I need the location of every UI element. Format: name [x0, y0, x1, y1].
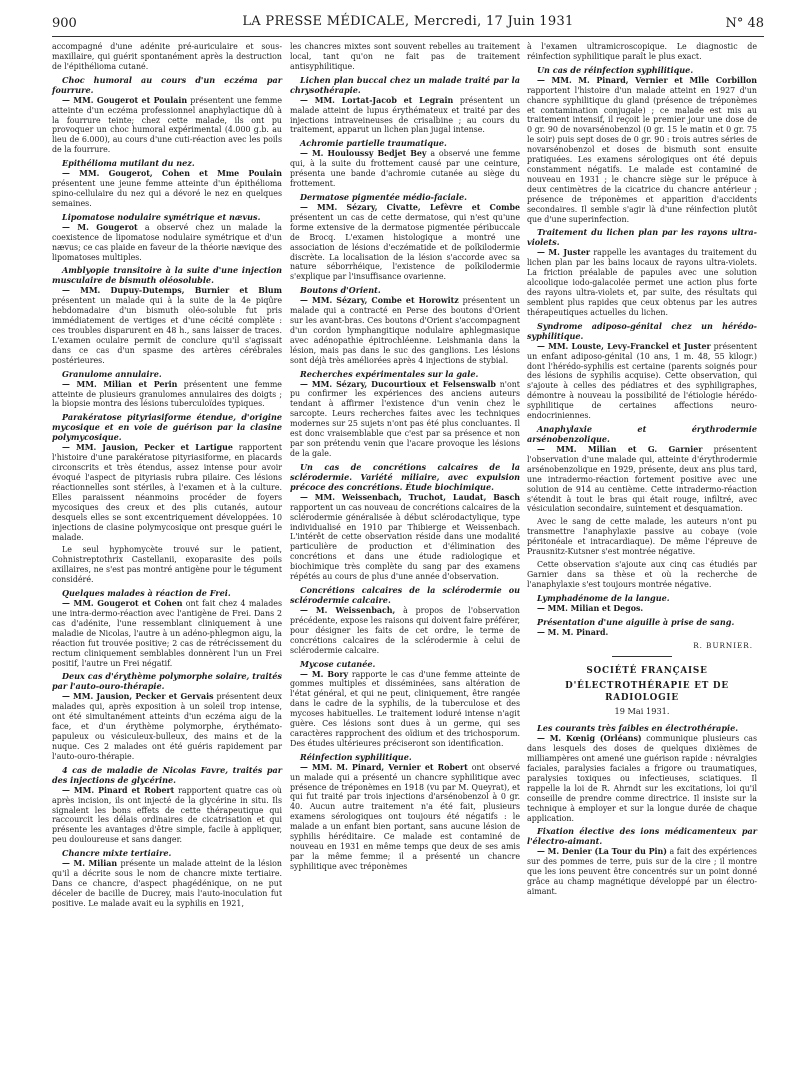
header-rule — [52, 36, 764, 37]
article-title: Mycose cutanée. — [300, 658, 376, 669]
article-title: Traitement du lichen plan par les rayons ultra-violets. — [527, 227, 757, 248]
article-paragraph — [52, 380, 282, 410]
article-authors: — MM. Gougerot et Poulain — [62, 95, 188, 105]
section-divider — [612, 656, 672, 657]
article-body: rapportent quatre cas où après incision, ils ont injecté de la glycérine in situ. Ils signalent les bons effets de cette thérapeutique qui raccourcit les délais ordinaires de cicatrisation et qui présente les avantages d'être simple, facile à appliquer, peu douloureuse et sans danger. — [52, 785, 282, 845]
article-title: 4 cas de maladie de Nicolas Favre, traités par des injections de glycérine. — [52, 764, 282, 785]
column-2-intro: les chancres mixtes sont souvent rebelles au traitement local, tant qu'on ne fait pas de traitement antisyphilitique. — [290, 42, 520, 71]
article-title: Anaphylaxie et érythrodermie arsénobenzolique. — [527, 424, 757, 444]
article-paragraph — [52, 443, 282, 542]
article-authors: — MM. M. Pinard, Vernier et Robert — [300, 762, 468, 772]
article-paragraph — [52, 859, 282, 909]
article-title: Lipomatose nodulaire symétrique et nævus. — [62, 211, 261, 222]
article-paragraph — [527, 342, 757, 421]
article-body: Cette observation s'ajoute aux cinq cas étudiés par Garnier dans sa thèse et où la recherche de l'anaphylaxie s'est toujours montrée négative. — [527, 559, 757, 589]
article-body: communique plusieurs cas dans lesquels des doses de quelques dixièmes de milliampères ont amené une guérison rapide : névralgies faciales, paralysies faciales a frigore ou traumatiques, paralysies toxiques ou infectieuses, sciatiques. Il rappelle la loi de R. Ahrndt sur les excitations, loi qu'il conseille de prendre comme directrice. Il insiste sur la technique à employer et sur la longue durée de chaque application. — [527, 734, 757, 823]
article-authors: — M. Weissenbach, — [300, 605, 396, 615]
article-title: Un cas de réinfection syphilitique. — [537, 64, 694, 75]
article-title: Deux cas d'érythème polymorphe solaire, traités par l'auto-ouro-thérapie. — [52, 671, 282, 692]
article-body: présentent une femme atteinte de plusieurs granulomes annulaires des doigts ; la biopsie montra des lésions tuberculoïdes typiques. — [52, 379, 282, 409]
article-paragraph — [290, 380, 520, 459]
article-title: Dermatose pigmentée médio-faciale. — [300, 191, 467, 202]
article-paragraph — [52, 96, 282, 155]
society-name-line2: D'ÉLECTROTHÉRAPIE ET DE RADIOLOGIE — [565, 681, 729, 704]
article-paragraph — [290, 493, 520, 582]
journal-title: LA PRESSE MÉDICALE, Mercredi, 17 Juin 1931 — [242, 14, 574, 29]
article-authors: — MM. Jausion, Pecker et Lartigue — [62, 443, 233, 453]
article-authors: — M. Bory — [300, 669, 349, 679]
article-title: Chancre mixte tertiaire. — [62, 848, 172, 859]
article-body: présentent un malade qui à la suite de la 4e piqûre hebdomadaire d'un bismuth oléo-soluble fut pris immédiatement de vertiges et d'une cécité complète : ces troubles disparurent en 48 h., sans laisser de traces. L'examen oculaire permit de conclure qu'il s'agissait dans ce cas d'un spasme des artères cérébrales postérieures. — [52, 296, 282, 365]
article-body: rapportent l'histoire d'une parakératose pityriasiforme, en placards circonscrits et très étendus, assez intense pour avoir évoqué l'aspect de pityriasis rubra pilaire. Ces lésions réactionnelles sont stériles, à l'examen et à la culture. Elles paraissent néanmoins procéder de foyers mycosiques des creux et des plis cutanés, autour desquels elles se sont excentriquement développées. 10 injections de clasine polymycosique ont presque guéri le malade. — [52, 443, 282, 542]
article-paragraph — [527, 847, 757, 897]
article-body: présentent un malade atteint de lupus érythémateux et traité par des injections intraveineuses de crisalbine ; au cours du traitement, apparut un lichen plan jugal intense. — [290, 95, 520, 135]
article-authors: — MM. Gougerot, Cohen et Mme Poulain — [62, 169, 282, 179]
article-authors: — M. Gougerot — [62, 222, 138, 232]
article-body: présentent l'observation d'une malade qui, atteinte d'érythrodermie arsénobenzolique en 1929, présente, deux ans plus tard, une intradermo-réaction fortement positive avec une solution de 914 au centième. Cette intradermo-réaction s'étendit à tout le bras qui était rouge, infiltré, avec vésiculation secondaire, suintement et desquamation. — [527, 445, 757, 514]
column-3 — [527, 42, 757, 900]
article-body: ont observé un malade qui a présenté un chancre syphilitique avec présence de tréponèmes en 1918 (vu par M. Queyrat), et qui fut traité par trois injections d'arsénobenzol à 0 gr. 40. Aucun autre traitement n'a été fait, plusieurs examens sérologiques ont toujours été négatifs : le malade a un enfant bien portant, sans aucune lésion de syphilis héréditaire. Ce malade est contaminé de nouveau en 1931 en même temps que deux de ses amis par la même femme; il a présenté un chancre syphilitique avec tréponèmes — [290, 762, 521, 871]
article-authors: — MM. M. Pinard, Vernier et Mlle Corbillon — [537, 75, 757, 85]
article-authors: — MM. Gougerot et Cohen — [62, 599, 183, 609]
page-number: 900 — [52, 16, 77, 31]
article-paragraph — [527, 560, 757, 590]
article-body: a observé une femme qui, à la suite du frottement causé par une ceinture, présenta une bande d'achromie cutanée au siège du frottement. — [290, 149, 520, 189]
article-paragraph — [290, 96, 520, 136]
article-paragraph — [52, 223, 282, 263]
article-paragraph — [290, 296, 520, 365]
article-authors: — MM. Weissenbach, Truchot, Laudat, Basch — [300, 492, 520, 502]
article-authors: — MM. Sézary, Combe et Horowitz — [300, 296, 459, 306]
article-paragraph — [52, 692, 282, 761]
article-paragraph — [52, 545, 282, 585]
article-paragraph — [290, 149, 520, 189]
article-authors: — MM. Sézary, Civatte, Lefèvre et Combe — [300, 202, 520, 212]
article-authors: — M. Houloussy Bedjet Bey — [300, 149, 427, 159]
article-title: Concrétions calcaires de la sclérodermie ou sclérodermie calcaire. — [290, 584, 520, 605]
article-paragraph — [52, 599, 282, 668]
article-body: a observé chez un malade la coexistence de lipomatose nodulaire symétrique et d'un nævus; ce cas plaide en faveur de la théorie nævique des lipomatoses multiples. — [52, 222, 282, 262]
article-authors: — MM. Sézary, Ducourtioux et Felsenswalb — [300, 379, 496, 389]
article-paragraph — [527, 248, 757, 317]
article-authors: — MM. Pinard et Robert — [62, 785, 175, 795]
article-paragraph — [527, 76, 757, 225]
article-body: présentent une femme atteinte d'un eczéma professionnel anaphylactique dû à la fourrure teinte; chez cette malade, ils ont pu provoquer un choc humoral expérimental (4.000 g.b. au lieu de 6.000), au cours d'une cuti-réaction avec les poils de la fourrure. — [52, 95, 282, 155]
article-title: Achromie partielle traumatique. — [300, 138, 447, 149]
article-paragraph — [52, 786, 282, 845]
column-1-intro: accompagné d'une adénite pré-auriculaire et sous-maxillaire, qui guérit spontanément après la destruction de l'épithélioma cutané. — [52, 42, 282, 71]
article-paragraph — [290, 763, 520, 872]
article-authors: — MM. Louste, Levy-Franckel et Juster — [537, 341, 711, 351]
page-header — [52, 14, 764, 36]
article-body: rapporte le cas d'une femme atteinte de gommes multiples et disséminées, sans altération de l'état général, et qui ne peut, cliniquement, être rangée dans le cadre de la syphilis, de la tuberculose et des mycoses habituelles. Le traitement ioduré intense n'agit guère. Ces lésions sont dues à un germe, qui ses caractères rapprochent des oïdium et des trichosporum. Des études ultérieures préciseront son identification. — [290, 669, 520, 748]
article-body: n'ont pu confirmer les expériences des anciens auteurs tendant à affirmer l'existence d'un venin chez le sarcopte. Leurs recherches faites avec les techniques modernes sur 25 sujets n'ont pas été plus concluantes. Il est donc vraisemblable que c'est par sa présence et non par son prétendu venin que l'acare provoque les lésions de la gale. — [290, 379, 520, 458]
article-authors: — MM. Jausion, Pecker et Gervais — [62, 692, 214, 702]
session-date: 19 Mai 1931. — [614, 706, 670, 717]
article-paragraph — [527, 604, 757, 614]
article-title: Les courants très faibles en électrothérapie. — [537, 723, 739, 734]
issue-number: N° 48 — [725, 16, 764, 31]
article-authors: — M. Kœnig (Orléans) — [537, 734, 642, 744]
article-body: à propos de l'observation précédente, expose les raisons qui doivent faire préférer, pour désigner les faits de cet ordre, le terme de concrétions calcaires de la sclérodermie à celui de sclérodermie calcaire. — [290, 605, 520, 655]
article-body: rapportent un cas nouveau de concrétions calcaires de la sclérodermie généralisée à début sclérodactylique, type individualisé en 1910 par Thibierge et Weissenbach. L'intérêt de cette observation réside dans une modalité particulière de production et d'élimination des concrétions et dans une étude radiologique et biochimique très complète du sang par des examens répétés au cours de plus d'une année d'observation. — [290, 502, 520, 582]
article-authors: — MM. Milian et Degos. — [537, 603, 644, 613]
article-authors: — M. M. Pinard. — [537, 627, 609, 637]
column-1 — [52, 42, 282, 912]
article-title: Présentation d'une aiguille à prise de sang. — [537, 616, 735, 627]
article-body: présentent un malade qui a contracté en Perse des boutons d'Orient sur les avant-bras. Ces boutons d'Orient s'accompagnent d'un cordon lymphangitique nodulaire aphlegmasique avec adénopathie épitrochléenne. Leishmania dans la lésion, mais pas dans le suc des ganglions. Les lésions sont déjà très améliorées après 4 injections de stybial. — [290, 296, 520, 365]
report-signature: R. BURNIER. — [693, 640, 753, 650]
column-2 — [290, 42, 520, 875]
article-body: a fait des expériences sur des pommes de terre, puis sur de la cire ; il montre que les ions peuvent être concentrés sur un point donné grâce au champ magnétique développé par un électro-aimant. — [527, 847, 757, 897]
article-title: Parakératose pityriasiforme étendue, d'origine mycosique et en voie de guérison par la clasine polymycosique. — [52, 412, 282, 443]
article-paragraph — [52, 169, 282, 209]
article-body: présentent une jeune femme atteinte d'un épithélioma spino-cellulaire du nez qui a dévoré le nez en quelques semaines. — [52, 179, 282, 208]
article-authors: — MM. Lortat-Jacob et Legrain — [300, 95, 454, 105]
article-title: Choc humoral au cours d'un eczéma par fourrure. — [52, 74, 282, 95]
article-authors: — MM. Dupuy-Dutemps, Burnier et Blum — [62, 286, 282, 296]
article-title: Recherches expérimentales sur la gale. — [300, 368, 479, 379]
article-authors: — M. Denier (La Tour du Pin) — [537, 847, 667, 857]
article-body: présentent un enfant adiposo-génital (10 ans, 1 m. 48, 55 kilogr.) dont l'hérédo-syphilis est certaine (parents soignés pour des lésions de syphilis acquise). Cette observation, qui s'ajoute à celles des pédiatres et des syphiligraphes, démontre à nouveau la possibilité de l'étiologie hérédo-syphilitique de certaines affections neuro-endocriniennes. — [527, 341, 758, 421]
society-name-line1: SOCIÉTÉ FRANÇAISE — [586, 666, 708, 677]
article-body: rapportent l'histoire d'un malade atteint en 1927 d'un chancre syphilitique du gland (présence de tréponèmes et contamination conjugale) ; ce malade est mis au traitement intensif, il reçoit le premier jour une dose de 0 gr. 90 de novarsénobenzol (0 gr. 15 le matin et 0 gr. 75 le soir) puis sept doses de 0 gr. 90 : trois autres séries de novarsénobenzol et doses de bismuth sont ensuite pratiquées. Les examens sérologiques ont été depuis constamment négatifs. Le malade est contaminé de nouveau en 1931 ; le chancre siège sur le prépuce à deux centimètres de la cicatrice du chancre antérieur ; présence de tréponèmes et apparition d'accidents secondaires. Il semble s'agir là d'une réinfection plutôt que d'une superinfection. — [527, 85, 757, 224]
article-paragraph — [527, 445, 757, 514]
article-body: présentent un cas de cette dermatose, qui n'est qu'une forme extensive de la dermatose pigmentée péribuccale de Brocq. L'examen histologique a montré une association de lésions d'eczématide et de poïkilodermie discrète. La localisation de la lésion s'accorde avec sa nature séborrhéique, l'existence de poïkilodermie s'explique par l'insuffisance ovarienne. — [290, 212, 520, 282]
article-title: Quelques malades à réaction de Frei. — [62, 588, 231, 599]
article-paragraph — [527, 734, 757, 823]
article-title: Lichen plan buccal chez un malade traité par la chrysothérapie. — [290, 74, 520, 95]
article-paragraph — [52, 286, 282, 365]
article-paragraph — [290, 670, 520, 749]
article-body: Avec le sang de cette malade, les auteurs n'ont pu transmettre l'anaphylaxie passive au cobaye (voie péritonéale et intracardiaque). De même l'épreuve de Prausnitz-Kutsner s'est montrée négative. — [527, 517, 757, 557]
article-body: présente un malade atteint de la lésion qu'il a décrite sous le nom de chancre mixte tertiaire. Dans ce chancre, d'aspect phagédénique, on ne put déceler de bacille de Ducrey, mais l'auto-inoculation fut positive. Le malade avait eu la syphilis en 1921, — [52, 859, 282, 908]
article-title: Boutons d'Orient. — [300, 285, 381, 296]
article-body: ont fait chez 4 malades une intra-dermo-réaction avec l'antigène de Frei. Dans 2 cas d'adénite, l'une ressemblant cliniquement à une maladie de Nicolas, l'autre à un adéno-phlegmon aigu, la réaction fut trouvée positive; 2 cas de rétrécissement du rectum cliniquement semblables donnèrent l'un un Frei positif, l'autre un Frei négatif. — [52, 599, 282, 668]
column-3-items-2 — [527, 723, 757, 897]
article-title: Granulome annulaire. — [62, 368, 162, 379]
article-title: Lymphadénome de la langue. — [537, 592, 670, 603]
article-title: Fixation élective des ions médicamenteux par l'électro-aimant. — [527, 826, 757, 847]
article-body: Le seul hyphomycète trouvé sur le patient, Cohnistreptothrix Castellanii, exoparasite des poils axillaires, ne s'est pas montré antigène pour le tégument considéré. — [52, 545, 282, 585]
article-body: rappelle les avantages du traitement du lichen plan par les bains locaux de rayons ultra-violets. La friction préalable de papules avec une solution alcoolique iodo-galacolée permet une action plus forte des rayons ultra-violets et, par suite, des résultats qui semblent plus rapides que ceux obtenus par les autres thérapeutiques actuelles du lichen. — [527, 248, 757, 317]
article-authors: — M. Juster — [537, 248, 591, 258]
column-3-intro: à l'examen ultramicroscopique. Le diagnostic de réinfection syphilitique paraît le plus exact. — [527, 42, 757, 61]
article-authors: — MM. Milian et G. Garnier — [537, 445, 703, 454]
article-title: Amblyopie transitoire à la suite d'une injection musculaire de bismuth oléosoluble. — [52, 265, 282, 286]
column-3-items — [527, 65, 757, 638]
article-paragraph — [290, 203, 520, 282]
article-paragraph — [290, 606, 520, 656]
article-title: Un cas de concrétions calcaires de la sclérodermie. Variété miliaire, avec expulsion précoce des concrétions. Étude biochimique. — [290, 461, 520, 492]
article-paragraph — [527, 628, 757, 638]
article-title: Epithélioma mutilant du nez. — [62, 158, 195, 169]
article-title: Syndrome adiposo-génital chez un hérédo-syphilitique. — [527, 320, 757, 341]
article-paragraph — [527, 517, 757, 557]
article-body: présentent deux malades qui, après exposition à un soleil trop intense, ont été simultanément atteints d'un eczéma aigu de la face, et d'un érythème polymorphe, érythémato-papuleux ou vésiculeux-bulleux, des mains et de la nuque. Ces 2 malades ont été guéris rapidement par l'auto-ouro-thérapie. — [52, 692, 283, 761]
article-authors: — MM. Milian et Perin — [62, 379, 178, 389]
article-authors: — M. Milian — [62, 859, 118, 869]
article-title: Réinfection syphilitique. — [300, 751, 412, 762]
